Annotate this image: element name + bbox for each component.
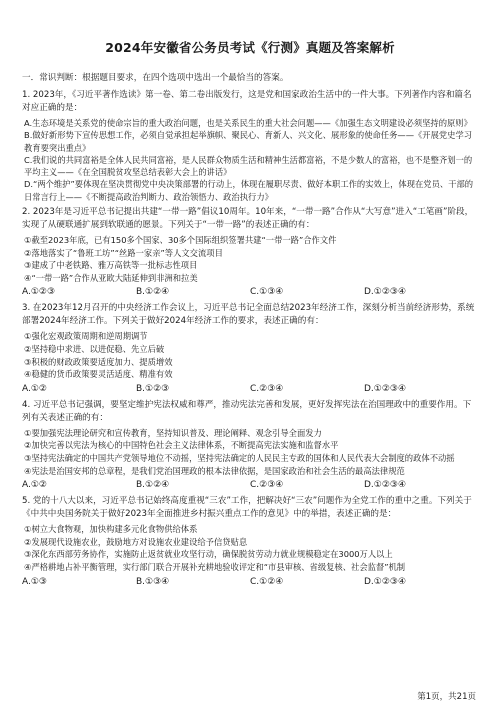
question-1 — [22, 89, 478, 203]
document-title: 2024年安徽省公务员考试《行测》真题及答案解析 — [105, 40, 395, 55]
question-5 — [22, 495, 478, 588]
question-4 — [22, 399, 478, 492]
statement-2: ②落地落实了“鲁班工坊”“丝路一家亲”等人文交流项目 — [24, 247, 223, 258]
choice-d: D.①②③④ — [364, 576, 407, 587]
question-stem: 4. 习近平总书记强调，要坚定维护宪法权威和尊严，推动宪法完善和发展，更好发挥宪法在治国理政中的重要作用。下列有关表述正确的有： — [22, 399, 472, 423]
choice-a: A.①③ — [22, 576, 47, 587]
statement-3: ③建成了中老铁路、雅万高铁等一批标志性项目 — [24, 260, 198, 271]
statement-4: ④稳健的货币政策要灵活适度、精准有效 — [24, 369, 173, 380]
choice-d: D.①②③④ — [364, 480, 407, 491]
statement-4: ④“一带一路”合作从亚欧大陆延伸到非洲和拉美 — [24, 272, 198, 283]
option-c: C.我们说的共同富裕是全体人民共同富裕，是人民群众物质生活和精神生活都富裕，不是少数人的富裕，也不是整齐划一的平均主义——《在全国脱贫攻坚总结表彰大会上的讲话》 — [24, 154, 473, 178]
choice-c: C.②③④ — [250, 383, 284, 394]
statement-2: ②加快完善以宪法为核心的中国特色社会主义法律体系，不断提高宪法实施和监督水平 — [24, 440, 339, 451]
question-stem: 2. 2023年是习近平总书记提出共建“一带一路”倡议10周年。10年来，“一带一路”合作从“大写意”进入“工笔画”阶段，实现了从硬联通扩展到软联通的愿景。下列关于“一带一路”的表述正确的有： — [22, 207, 474, 231]
answer-choices — [22, 382, 478, 396]
choice-c: C.①③④ — [250, 287, 284, 298]
choice-d: D.①②③④ — [364, 383, 407, 394]
question-stem: 1. 2023年，《习近平著作选读》第一卷、第二卷出版发行，这是党和国家政治生活中的一件大事。下列著作内容和篇名对应正确的是： — [22, 90, 472, 113]
choice-b: B.①③④ — [136, 576, 170, 587]
statement-3: ③积极的财政政策要适度加力、提质增效 — [24, 356, 173, 367]
page-number: 第1页，共21页 — [417, 692, 476, 702]
answer-choices — [22, 478, 478, 492]
option-d: D.“两个维护”要体现在坚决贯彻党中央决策部署的行动上，体现在履职尽责、做好本职工作的实效上，体现在党员、干部的日常言行上——《不断提高政治判断力、政治领悟力、政治执行力》 — [24, 179, 474, 202]
choice-a: A.①② — [22, 480, 47, 491]
statement-4: ④宪法是治国安邦的总章程，是我们党治国理政的根本法律依据，是国家政治和社会生活的最高法律规范 — [24, 465, 405, 476]
choice-c: C.②③④ — [250, 480, 284, 491]
question-3 — [22, 302, 478, 395]
statement-3: ③深化东西部劳务协作，实施防止返贫就业攻坚行动，确保脱贫劳动力就业规模稳定在3000万人以上 — [24, 549, 393, 560]
choice-a: A.①②③ — [22, 287, 56, 298]
statement-4: ④严格耕地占补平衡管理，实行部门联合开展补充耕地验收评定和“市县审核、省级复核、社会监督”机制 — [24, 561, 406, 572]
statement-1: ①要加强宪法理论研究和宣传教育，坚持知识普及、理论阐释、观念引导全面发力 — [24, 427, 322, 438]
choice-b: B.①②④ — [136, 480, 170, 491]
question-2 — [22, 206, 478, 299]
choice-b: B.①②③ — [136, 383, 170, 394]
choice-c: C.①②④ — [250, 576, 284, 587]
section-heading: 一．常识判断：根据题目要求，在四个选项中选出一个最恰当的答案。 — [22, 73, 289, 83]
choice-b: B.①②④ — [136, 287, 170, 298]
statement-1: ①强化宏观政策周期和逆周期调节 — [24, 331, 148, 342]
statement-2: ②发展现代设施农业，鼓励地方对设施农业建设给予信贷贴息 — [24, 536, 248, 547]
statement-2: ②坚持稳中求进、以进促稳、先立后破 — [24, 344, 165, 355]
statement-1: ①树立大食物观，加快构建多元化食物供给体系 — [24, 524, 198, 535]
statement-1: ①截至2023年底，已有150多个国家、30多个国际组织签署共建“一带一路”合作文件 — [24, 235, 337, 246]
option-a: A.生态环境是关系党的使命宗旨的重大政治问题，也是关系民生的重大社会问题——《加强生态文明建设必须坚持的原则》 — [24, 118, 472, 128]
choice-a: A.①② — [22, 383, 47, 394]
question-stem: 5. 党的十八大以来，习近平总书记始终高度重视“三农”工作，把解决好“三农”问题作为全党工作的重中之重。下列关于《中共中央国务院关于做好2023年全面推进乡村振兴重点工作的意见》中的举措，表述正确的是： — [22, 496, 472, 520]
statement-3: ③坚持宪法确定的中国共产党领导地位不动摇，坚持宪法确定的人民民主专政的国体和人民代表大会制度的政体不动摇 — [24, 453, 455, 464]
question-stem: 3. 在2023年12月召开的中央经济工作会议上，习近平总书记全面总结2023年经济工作，深刻分析当前经济形势，系统部署2024年经济工作。下列关于做好2024年经济工作的要求，表述正确的有： — [22, 303, 475, 327]
choice-d: D.①②③④ — [364, 287, 407, 298]
answer-choices — [22, 575, 478, 589]
answer-choices — [22, 285, 478, 299]
option-b: B.做好新形势下宣传思想工作，必须自觉承担起举旗帜、聚民心、育新人、兴文化、展形象的使命任务——《开展党史学习教育要突出重点》 — [24, 130, 473, 153]
